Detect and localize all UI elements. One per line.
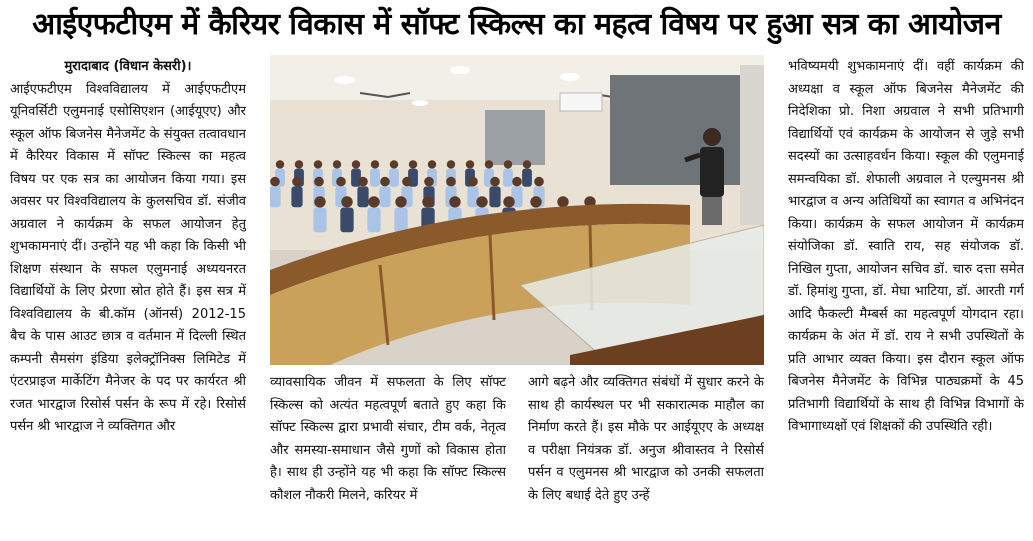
student-figure bbox=[270, 177, 281, 207]
student-figure bbox=[379, 177, 390, 207]
article-column-2 bbox=[270, 372, 506, 538]
student-figure bbox=[489, 177, 500, 207]
student-figure bbox=[340, 196, 353, 232]
article-column-3 bbox=[528, 372, 764, 538]
student-figure bbox=[367, 196, 380, 232]
dateline: मुरादाबाद (विधान केसरी)। bbox=[64, 59, 192, 74]
student-figure bbox=[503, 160, 513, 187]
classroom-photo-illustration bbox=[270, 55, 764, 365]
student-figure bbox=[313, 196, 326, 232]
air-conditioner bbox=[560, 93, 602, 111]
ceiling-light bbox=[450, 66, 470, 74]
ceiling-light bbox=[335, 76, 355, 84]
student-figure bbox=[370, 160, 380, 187]
ceiling-light bbox=[412, 100, 428, 106]
window bbox=[740, 65, 764, 225]
student-figure bbox=[522, 160, 532, 187]
headline: आईएफटीएम में कैरियर विकास में सॉफ्ट स्किल्स का महत्व विषय पर हुआ सत्र का आयोजन bbox=[32, 7, 1001, 42]
column-2-text: व्यावसायिक जीवन में सफलता के लिए सॉफ्ट स्किल्स को अत्यंत महत्वपूर्ण बताते हुए कहा कि सॉफ्ट स्किल्स द्वारा प्रभावी संचार, टीम वर्क, नेतृत्व और समस्या-समाधान जैसे गुणों को विकास होता है। साथ ही उन्होंने यह भी कहा कि सॉफ्ट स्किल्स कौशल नौकरी मिलने, करियर में bbox=[270, 375, 506, 503]
article-column-4 bbox=[788, 56, 1024, 538]
student-figure bbox=[291, 177, 302, 207]
ceiling-light bbox=[560, 73, 580, 81]
column-3-text: आगे बढ़ने और व्यक्तिगत संबंधों में सुधार करने के साथ ही कार्यस्थल पर भी सकारात्मक माहौल का निर्माण करते हैं। इस मौके पर आईयूएए के अध्यक्ष व परीक्षा नियंत्रक डॉ. अनुज श्रीवास्तव ने रिसोर्स पर्सन व एलुमनस श्री भारद्वाज को उनकी सफलता के लिए बधाई देते हुए उन्हें bbox=[528, 375, 764, 503]
event-photo bbox=[270, 55, 764, 365]
student-figure bbox=[389, 160, 399, 187]
column-4-text: भविष्यमयी शुभकामनाएं दीं। वहीं कार्यक्रम की अध्यक्षा व स्कूल ऑफ बिजनेस मैनेजमेंट की निदेशिका प्रो. निशा अग्रवाल ने सभी प्रतिभागी विद्यार्थियों एवं कार्यक्रम के आयोजन से जुड़े सभी सदस्यों का उत्साहवर्धन किया। स्कूल की एलुमनाई समन्वयिका डॉ. शेफाली अग्रवाल ने एल्युमनस श्री भारद्वाज व अन्य अतिथियों का स्वागत व अभिनंदन किया। कार्यक्रम के सफल आयोजन में कार्यक्रम संयोजिका डॉ. स्वाति राय, सह संयोजक डॉ. निखिल गुप्ता, आयोजन सचिव डॉ. चारु दत्ता समेत डॉ. हिमांशु गुप्ता, डॉ. मेघा भाटिया, डॉ. आरती गर्ग आदि फैकल्टी मैम्बर्स का महत्वपूर्ण योगदान रहा। कार्यक्रम के अंत में डॉ. राय ने सभी उपस्थितों के प्रति आभार व्यक्त किया। इस दौरान स्कूल ऑफ बिजनेस मैनेजमेंट के विभिन्न पाठ्यक्रमों के 45 प्रतिभागी विद्यार्थियों के साथ ही विभिन्न विभागों के विभागाध्यक्षों एवं शिक्षकों की उपस्थिति रही। bbox=[788, 59, 1024, 434]
student-figure bbox=[394, 196, 407, 232]
wall-screen bbox=[485, 110, 545, 165]
student-figure bbox=[357, 177, 368, 207]
column-1-text: आईएफटीएम विश्वविद्यालय में आईएफटीएम यूनिवर्सिटी एलुमनाई एसोसिएशन (आईयूएए) और स्कूल ऑफ बिजनेस मैनेजमेंट के संयुक्त तत्वावधान में कैरियर विकास में सॉफ्ट स्किल्स का महत्व विषय पर एक सत्र का आयोजन किया गया। इस अवसर पर विश्वविद्यालय के कुलसचिव डॉ. संजीव अग्रवाल ने कार्यक्रम के सफल आयोजन हेतु शुभकामनाएं दीं। उन्होंने यह भी कहा कि किसी भी शिक्षण संस्थान के सफल एलुमनाई अध्ययनरत विद्यार्थियों के लिए प्रेरणा स्रोत होते हैं। इस सत्र में विश्वविद्यालय के बी.कॉम (ऑनर्स) 2012-15 बैच के पास आउट छात्र व वर्तमान में दिल्ली स्थित कम्पनी सैमसंग इंडिया इलेक्ट्रॉनिक्स लिमिटेड में एंटरप्राइज मार्केटिंग मैनेजर के पद पर कार्यरत श्री रजत भारद्वाज रिसोर्स पर्सन के रूप में रहे। रिसोर्स पर्सन श्री भारद्वाज ने व्यक्तिगत और bbox=[10, 81, 246, 434]
article-column-1 bbox=[10, 56, 246, 538]
